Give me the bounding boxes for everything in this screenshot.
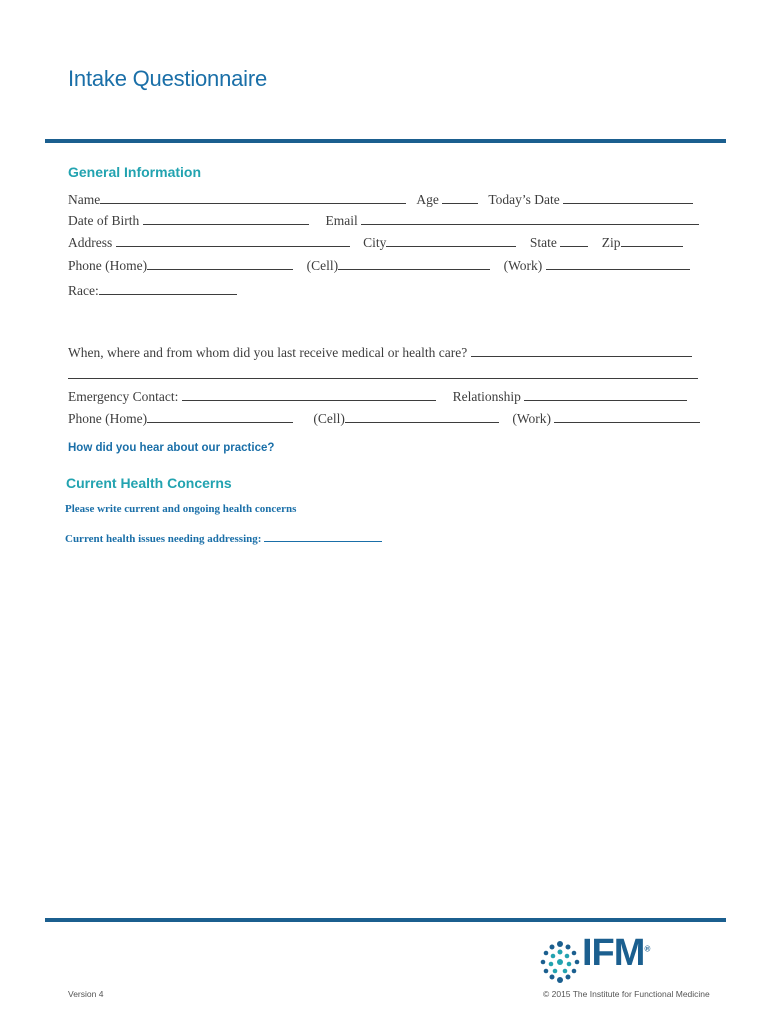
- concerns-issues-field[interactable]: [264, 531, 382, 542]
- ifm-logo: [538, 932, 678, 986]
- page-title: Intake Questionnaire: [68, 66, 268, 91]
- copyright-text: © 2015 The Institute for Functional Medicine: [543, 989, 710, 999]
- todays-date-label: Today’s Date: [488, 192, 560, 207]
- cell-label: (Cell): [306, 258, 339, 273]
- cell-field[interactable]: [338, 257, 490, 270]
- phone-home-label: Phone (Home): [68, 258, 148, 273]
- form-row-last-care: [68, 344, 692, 361]
- race-field[interactable]: [99, 282, 237, 295]
- relationship-field[interactable]: [524, 388, 687, 401]
- dob-label: Date of Birth: [68, 213, 140, 228]
- last-care-field[interactable]: [471, 344, 692, 357]
- emergency-contact-field[interactable]: [182, 388, 436, 401]
- address-label: Address: [68, 235, 113, 250]
- age-label: Age: [416, 192, 439, 207]
- todays-date-field[interactable]: [563, 191, 693, 204]
- city-label: City: [363, 235, 387, 250]
- dob-field[interactable]: [143, 212, 309, 225]
- concerns-prompt: Please write current and ongoing health concerns: [65, 503, 297, 515]
- ifm-logo-mark-icon: [538, 938, 582, 986]
- form-row-dob: [68, 212, 699, 229]
- header-divider: [45, 139, 726, 143]
- emergency-contact-label: Emergency Contact:: [68, 389, 179, 404]
- section-heading-general: General Information: [68, 164, 202, 180]
- phone-home-field[interactable]: [147, 257, 293, 270]
- work-label: (Work): [503, 258, 543, 273]
- form-row-name: [68, 191, 693, 208]
- race-label: Race:: [68, 283, 99, 298]
- zip-field[interactable]: [621, 234, 683, 247]
- zip-label: Zip: [601, 235, 621, 250]
- section-heading-concerns: Current Health Concerns: [66, 475, 232, 491]
- emergency-cell-field[interactable]: [345, 410, 499, 423]
- emergency-cell-label: (Cell): [313, 411, 345, 426]
- form-row-race: [68, 282, 237, 299]
- last-care-field-line-2[interactable]: [68, 378, 698, 379]
- form-row-address: [68, 234, 683, 251]
- emergency-work-label: (Work): [512, 411, 552, 426]
- age-field[interactable]: [442, 191, 478, 204]
- version-label: Version 4: [68, 989, 104, 999]
- concerns-issues-row: [65, 531, 382, 545]
- emergency-work-field[interactable]: [554, 410, 700, 423]
- concerns-issues-label: Current health issues needing addressing:: [65, 533, 262, 545]
- name-label: Name: [68, 192, 101, 207]
- email-label: Email: [325, 213, 358, 228]
- form-row-phone: [68, 257, 690, 274]
- hear-about-question: How did you hear about our practice?: [68, 442, 275, 454]
- city-field[interactable]: [386, 234, 516, 247]
- form-row-emergency-phone: [68, 410, 700, 427]
- address-field[interactable]: [116, 234, 350, 247]
- state-label: State: [529, 235, 557, 250]
- relationship-label: Relationship: [452, 389, 521, 404]
- work-field[interactable]: [546, 257, 690, 270]
- ifm-logo-text: IFM®: [582, 932, 650, 974]
- email-field[interactable]: [361, 212, 699, 225]
- emergency-phone-home-field[interactable]: [147, 410, 293, 423]
- state-field[interactable]: [560, 234, 588, 247]
- form-row-emergency: [68, 388, 687, 405]
- footer-divider: [45, 918, 726, 922]
- emergency-phone-home-label: Phone (Home): [68, 411, 148, 426]
- last-care-label: When, where and from whom did you last receive medical or health care?: [68, 345, 468, 360]
- name-field[interactable]: [100, 191, 406, 204]
